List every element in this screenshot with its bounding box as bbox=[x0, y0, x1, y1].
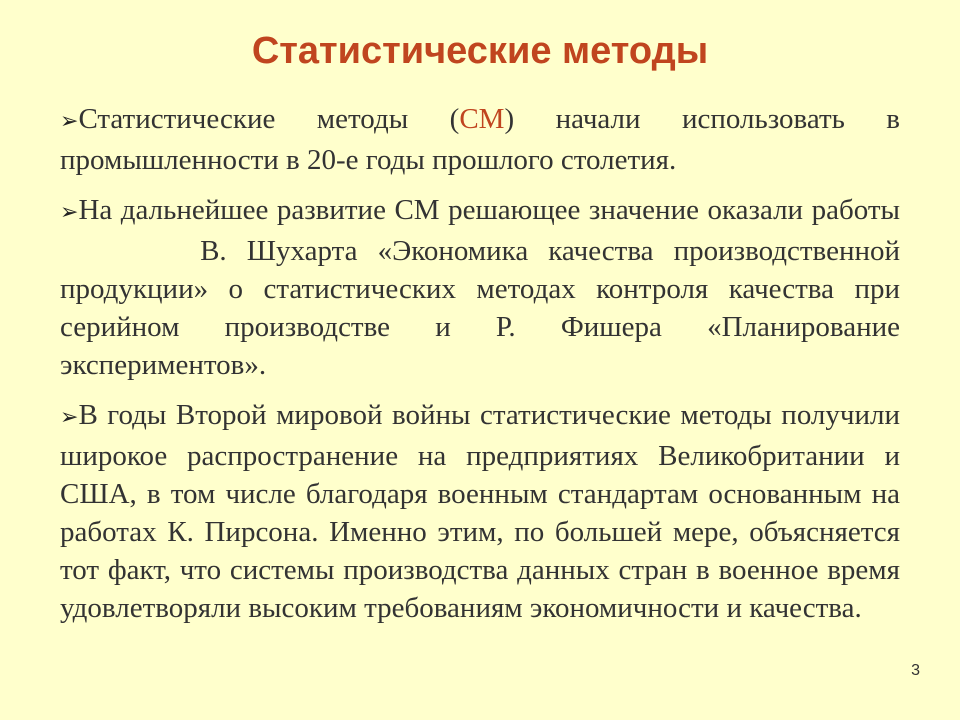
arrow-bullet-icon: ➢ bbox=[60, 109, 79, 134]
bullet-paragraph-1 bbox=[60, 100, 900, 179]
abbreviation-cm: СМ bbox=[459, 103, 505, 135]
slide-content bbox=[60, 100, 900, 639]
paragraph-1-text-start: Статистические методы ( bbox=[78, 103, 460, 135]
bullet-paragraph-2 bbox=[60, 191, 900, 384]
paragraph-1-text-end: ) начали использовать в промышленности в 20-е годы прошлого столетия. bbox=[60, 103, 900, 176]
arrow-bullet-icon: ➢ bbox=[60, 200, 79, 225]
slide-title: Статистические методы bbox=[251, 30, 709, 72]
slide-number: 3 bbox=[911, 662, 920, 679]
arrow-bullet-icon: ➢ bbox=[60, 405, 79, 430]
bullet-paragraph-3 bbox=[60, 396, 900, 627]
paragraph-2-text-end: В. Шухарта «Экономика качества производственной продукции» о статистических методах контроля качества при серийном производстве и Р. Фишера «Планирование экспериментов». bbox=[60, 235, 901, 381]
paragraph-2-text-start: На дальнейшее развитие СМ решающее значение оказали работы bbox=[78, 194, 900, 226]
paragraph-3-text: В годы Второй мировой войны статистические методы получили широкое распространение на предприятиях Великобритании и США, в том числе благодаря военным стандартам основанным на работах К. Пирсона. Именно этим, по большей мере, объясняется тот факт, что системы производства данных стран в военное время удовлетворяли высоким требованиям экономичности и качества. bbox=[60, 399, 900, 624]
